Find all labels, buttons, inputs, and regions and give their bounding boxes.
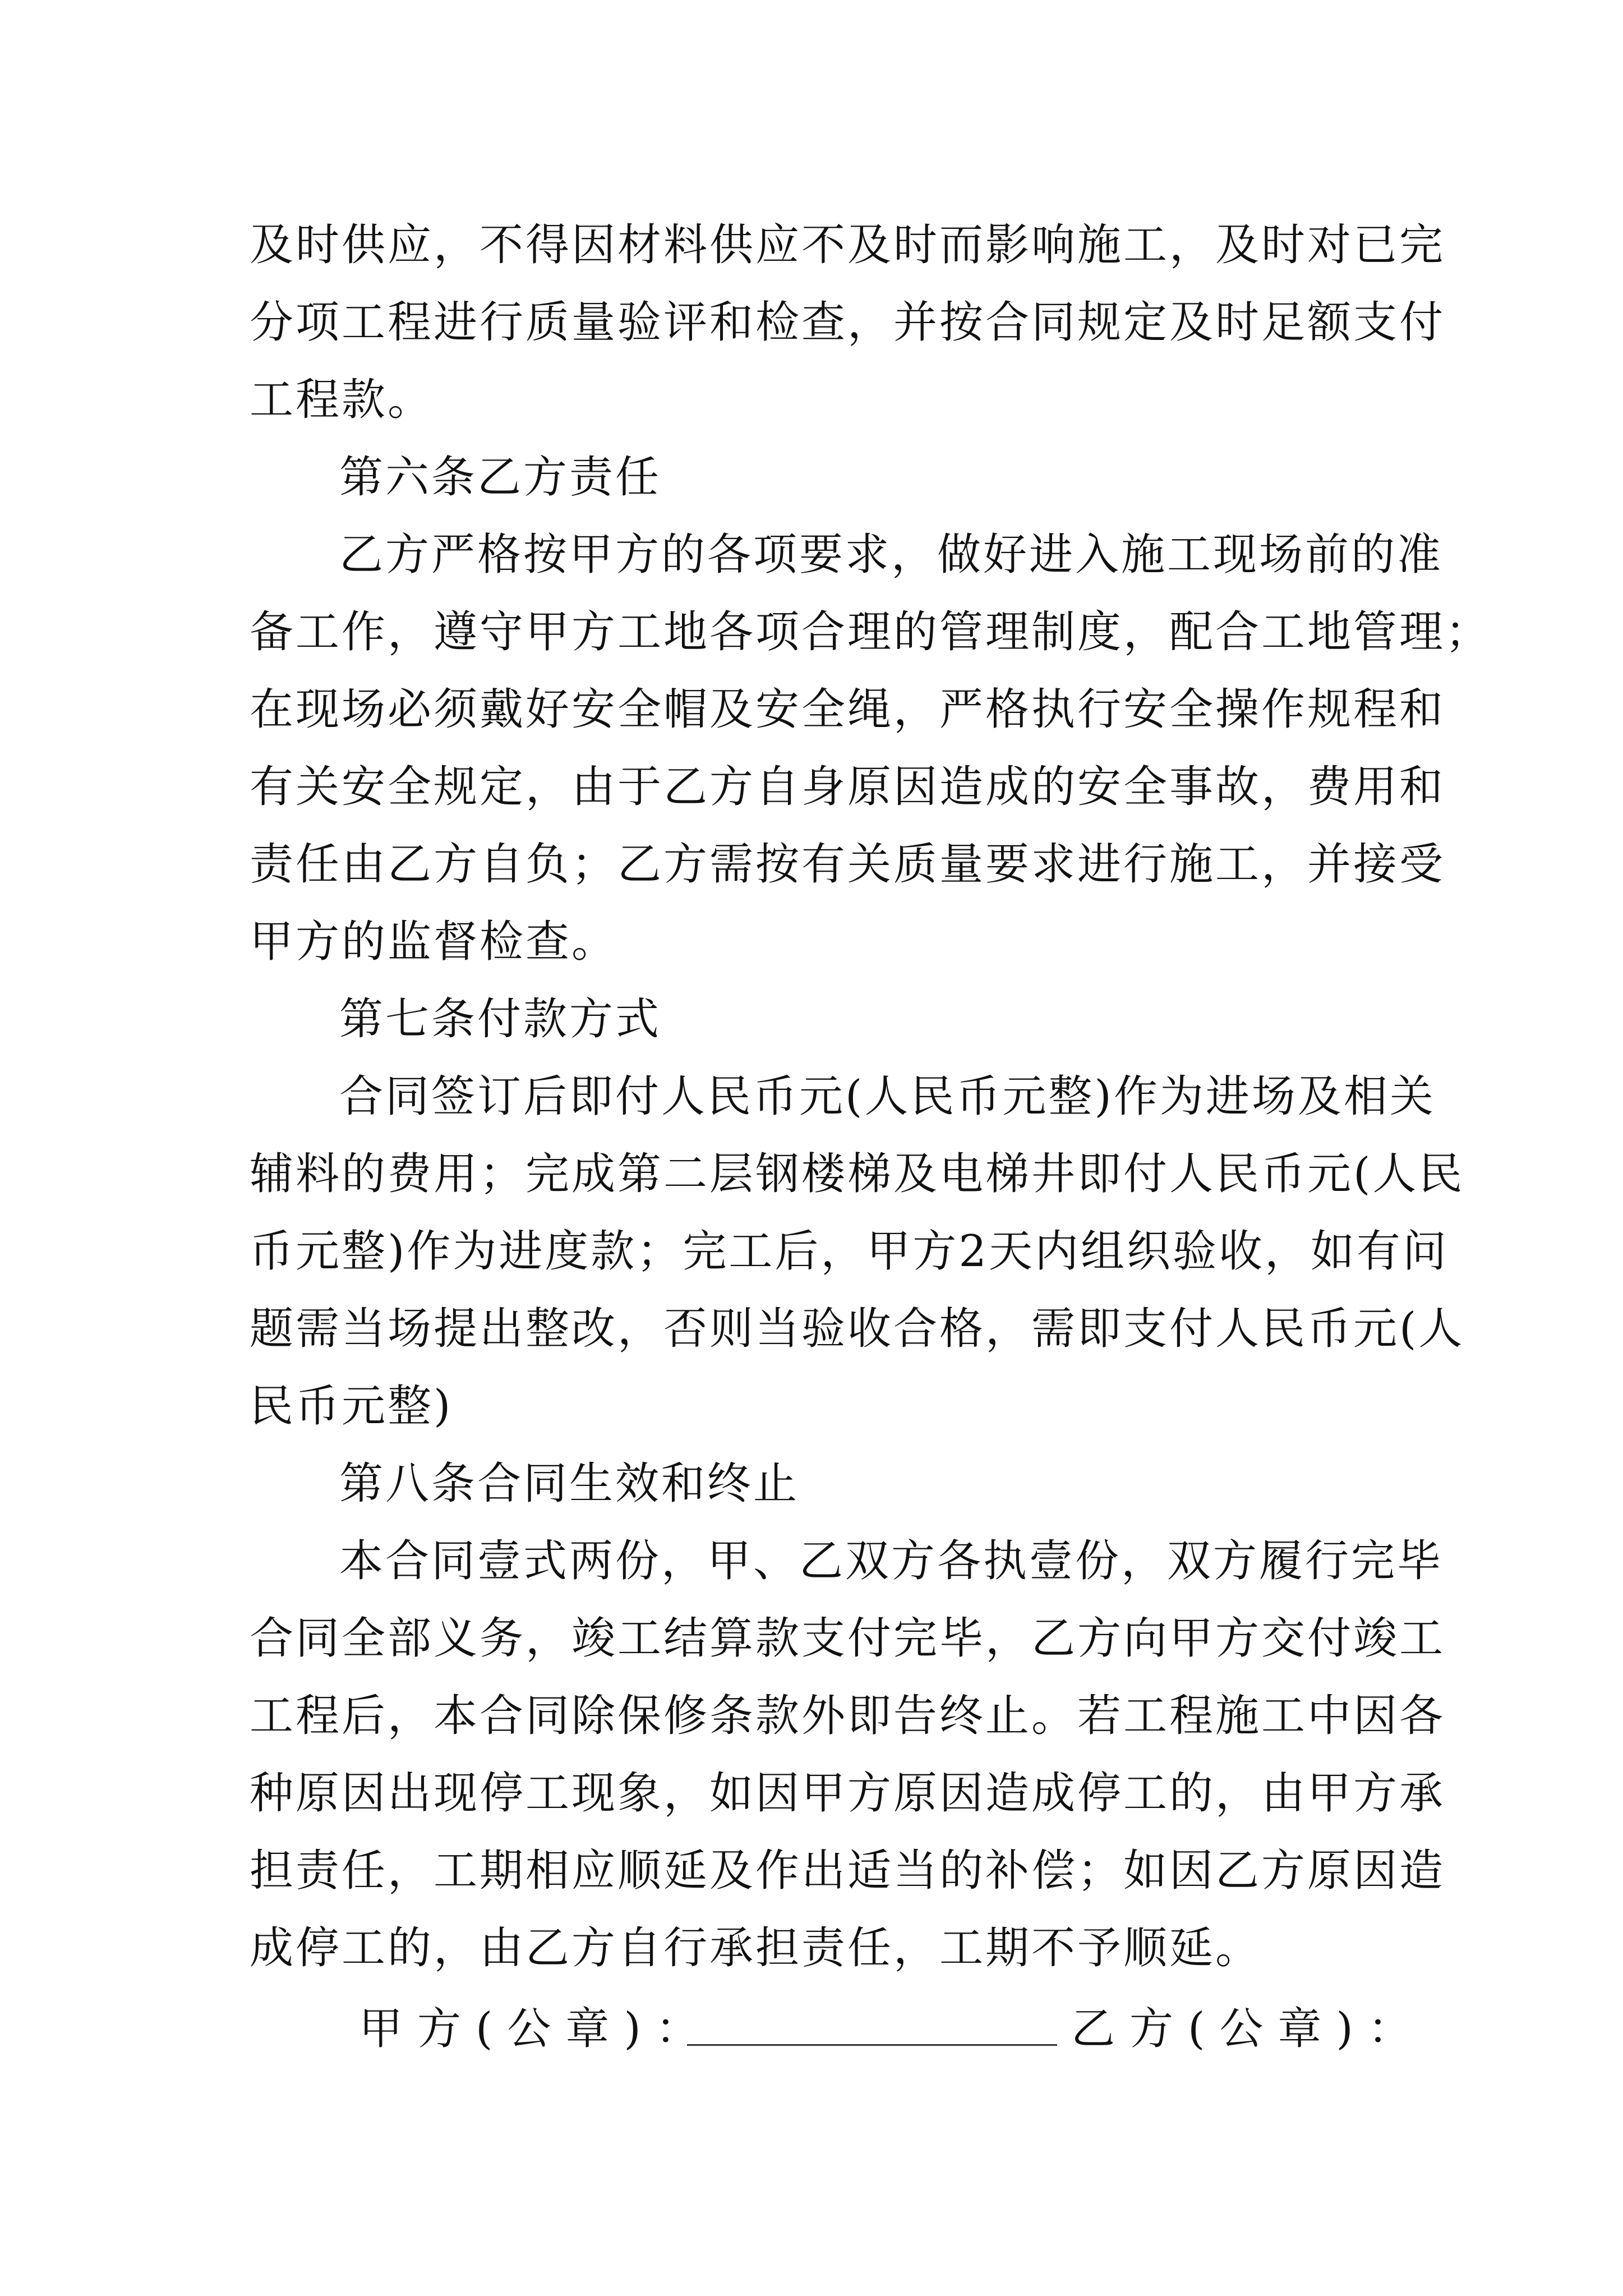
paragraph-line: 工程款。 (250, 375, 434, 425)
paragraph-line: 在现场必须戴好安全帽及安全绳，严格执行安全操作规程和 (250, 684, 1446, 735)
paragraph-line: 分项工程进行质量验评和检查，并按合同规定及时足额支付 (250, 297, 1446, 348)
party-a-seal-label: 甲方(公章)： (359, 2004, 714, 2054)
paragraph-line: 成停工的，由乙方自行承担责任，工期不予顺延。 (250, 1923, 1262, 1973)
paragraph-line: 有关安全规定，由于乙方自身原因造成的安全事故，费用和 (250, 762, 1446, 812)
paragraph-line: 担责任，工期相应顺延及作出适当的补偿；如因乙方原因造 (250, 1846, 1446, 1896)
paragraph-line: 种原因出现停工现象，如因甲方原因造成停工的，由甲方承 (250, 1768, 1446, 1819)
section-heading-6: 第六条乙方责任 (339, 452, 662, 503)
paragraph-line: 题需当场提出整改，否则当验收合格，需即支付人民币元(人 (250, 1304, 1465, 1354)
paragraph-line: 民币元整) (250, 1381, 453, 1432)
paragraph-line: 乙方严格按甲方的各项要求，做好进入施工现场前的准 (339, 530, 1444, 580)
paragraph-line: 工程后，本合同除保修条款外即告终止。若工程施工中因各 (250, 1691, 1446, 1741)
paragraph-line: 甲方的监督检查。 (250, 917, 618, 967)
party-b-seal-label: 乙方(公章)： (1071, 2004, 1426, 2054)
paragraph-line: 辅料的费用；完成第二层钢楼梯及电梯井即付人民币元(人民 (250, 1149, 1465, 1199)
document-body (250, 206, 1492, 1987)
paragraph-line: 币元整)作为进度款；完工后，甲方2天内组织验收，如有问 (250, 1226, 1449, 1277)
paragraph-line: 合同全部义务，竣工结算款支付完毕，乙方向甲方交付竣工 (250, 1613, 1446, 1664)
paragraph-line: 及时供应，不得因材料供应不及时而影响施工，及时对已完 (250, 220, 1446, 270)
paragraph-line: 责任由乙方自负；乙方需按有关质量要求进行施工，并接受 (250, 839, 1446, 890)
paragraph-line: 合同签订后即付人民币元(人民币元整)作为进场及相关 (339, 1071, 1436, 1122)
signature-blank-line (687, 2044, 1057, 2046)
paragraph-line: 备工作，遵守甲方工地各项合理的管理制度，配合工地管理； (250, 607, 1492, 657)
signature-row (359, 1990, 1426, 2068)
paragraph-line: 本合同壹式两份，甲、乙双方各执壹份，双方履行完毕 (339, 1536, 1444, 1586)
section-heading-8: 第八条合同生效和终止 (339, 1458, 800, 1509)
section-heading-7: 第七条付款方式 (339, 994, 662, 1045)
